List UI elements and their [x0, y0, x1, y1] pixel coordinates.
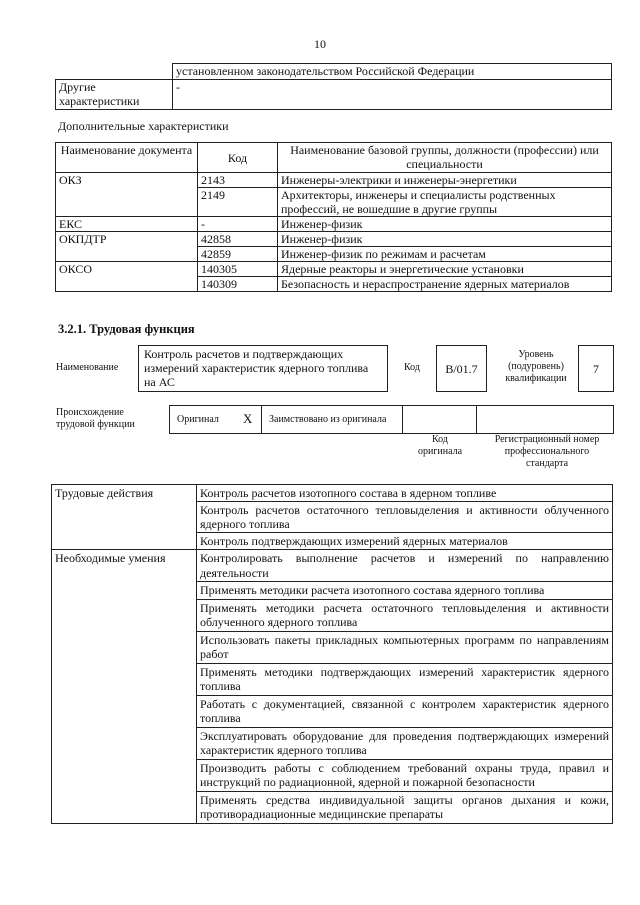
table-row — [52, 550, 613, 582]
skill-item: Применять методики расчета остаточного тепловыделения и активности облученного ядерного топлива — [197, 599, 613, 631]
skill-item: Работать с документацией, связанной с контролем характеристик ядерного топлива — [197, 695, 613, 727]
skills-label: Необходимые умения — [52, 550, 197, 824]
code-cell: 2143 — [198, 173, 278, 188]
code-cell: 2149 — [198, 188, 278, 217]
code-original-caption: Код оригинала — [417, 434, 463, 457]
origin-label: Происхождение трудовой функции — [56, 407, 135, 430]
skill-item: Контролировать выполнение расчетов и измерений по направлению деятельности — [197, 550, 613, 582]
reg-number-caption: Регистрационный номер профессионального стандарта — [494, 434, 600, 469]
section-title: 3.2.1. Трудовая функция — [58, 322, 195, 336]
header-code: Код — [198, 143, 278, 173]
level-value: 7 — [593, 362, 599, 376]
code-box — [436, 345, 487, 392]
additional-characteristics-table — [55, 142, 612, 292]
other-characteristics-label: Другие характеристики — [56, 79, 173, 109]
function-name-text: Контроль расчетов и подтверждающих измерений характеристик ядерного топлива на АС — [144, 347, 369, 389]
header-name: Наименование базовой группы, должности (профессии) или специальности — [278, 143, 612, 173]
action-item: Контроль расчетов изотопного состава в ядерном топливе — [197, 485, 613, 502]
code-cell: 140309 — [198, 277, 278, 292]
code-cell: 42858 — [198, 232, 278, 247]
actions-label: Трудовые действия — [52, 485, 197, 550]
skill-item: Эксплуатировать оборудование для проведения подтверждающих измерений характеристик ядерного топлива — [197, 727, 613, 759]
name-cell: Инженеры-электрики и инженеры-энергетики — [278, 173, 612, 188]
qualification-level-label: Уровень (подуровень) квалификации — [505, 349, 567, 384]
origin-divider — [261, 405, 262, 433]
name-cell: Безопасность и нераспространение ядерных материалов — [278, 277, 612, 292]
table-row — [56, 217, 612, 232]
labor-function-table — [51, 484, 613, 824]
skill-item: Применять методики подтверждающих измерений характеристик ядерного топлива — [197, 663, 613, 695]
original-label: Оригинал — [177, 414, 219, 425]
table-row — [56, 247, 612, 262]
table-row — [52, 485, 613, 502]
code-cell: - — [198, 217, 278, 232]
borrowed-label: Заимствовано из оригинала — [269, 414, 387, 425]
original-mark: X — [243, 411, 253, 426]
table-row — [56, 277, 612, 292]
code-value: B/01.7 — [445, 362, 478, 376]
table-row — [56, 232, 612, 247]
doc-cell: ОКЗ — [56, 173, 198, 188]
doc-cell — [56, 188, 198, 217]
code-cell: 42859 — [198, 247, 278, 262]
skill-item: Применять средства индивидуальной защиты органов дыхания и кожи, противорадиационные медицинские препараты — [197, 791, 613, 823]
table-row — [56, 173, 612, 188]
other-characteristics-value: - — [173, 79, 612, 109]
action-item: Контроль расчетов остаточного тепловыделения и активности облученного ядерного топлива — [197, 502, 613, 533]
doc-cell: ОКПДТР — [56, 232, 198, 247]
name-cell: Инженер-физик по режимам и расчетам — [278, 247, 612, 262]
top-table — [55, 63, 612, 110]
doc-cell: ОКСО — [56, 262, 198, 277]
name-cell: Архитекторы, инженеры и специалисты родственных профессий, не вошедшие в другие группы — [278, 188, 612, 217]
code-cell: 140305 — [198, 262, 278, 277]
origin-divider — [476, 405, 477, 433]
name-label: Наименование — [56, 362, 119, 373]
page-number: 10 — [314, 37, 326, 51]
doc-cell: ЕКС — [56, 217, 198, 232]
origin-row — [169, 405, 614, 434]
level-box — [578, 345, 614, 392]
doc-cell — [56, 277, 198, 292]
name-cell: Инженер-физик — [278, 232, 612, 247]
name-cell: Ядерные реакторы и энергетические установки — [278, 262, 612, 277]
additional-characteristics-title: Дополнительные характеристики — [58, 119, 229, 133]
name-cell: Инженер-физик — [278, 217, 612, 232]
origin-divider — [402, 405, 403, 433]
header-document: Наименование документа — [56, 143, 198, 173]
skill-item: Применять методики расчета изотопного состава ядерного топлива — [197, 582, 613, 600]
table-row — [56, 188, 612, 217]
code-label: Код — [404, 362, 420, 373]
skill-item: Использовать пакеты прикладных компьютерных программ по направлениям работ — [197, 631, 613, 663]
function-name-box — [138, 345, 388, 392]
table-row — [56, 262, 612, 277]
doc-cell — [56, 247, 198, 262]
table-header-row — [56, 143, 612, 173]
skill-item: Производить работы с соблюдением требований охраны труда, правил и инструкций по радиационной, ядерной и пожарной безопасности — [197, 759, 613, 791]
action-item: Контроль подтверждающих измерений ядерных материалов — [197, 533, 613, 550]
legislation-text: установленном законодательством Российской Федерации — [173, 64, 612, 80]
